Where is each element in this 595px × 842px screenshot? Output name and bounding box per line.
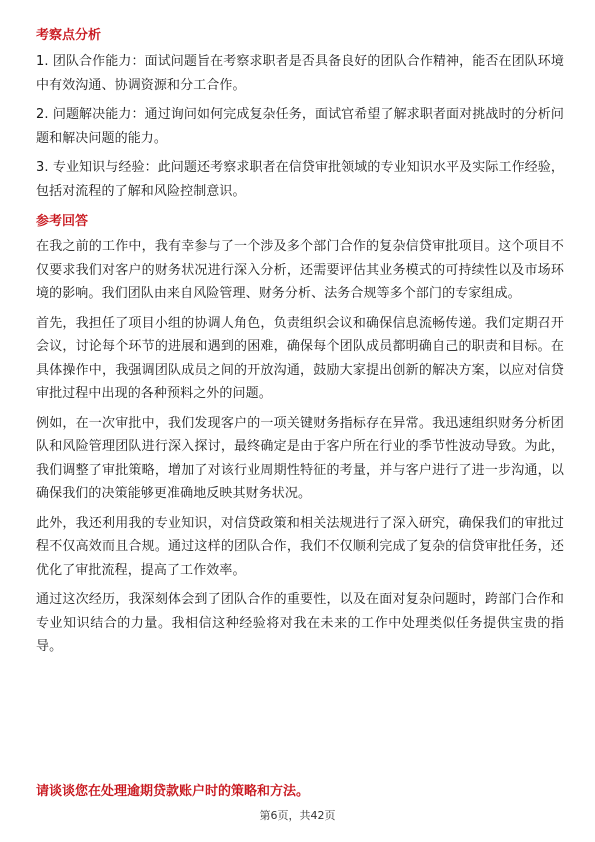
answer-paragraph-5: 通过这次经历，我深刻体会到了团队合作的重要性，以及在面对复杂问题时，跨部门合作和专业知识结合的力量。我相信这种经验将对我在未来的工作中处理类似任务提供宝贵的指导。 [36,592,564,654]
analysis-item-1: 1. 团队合作能力：面试问题旨在考察求职者是否具备良好的团队合作精神，能否在团队环境中有效沟通、协调资源和分工合作。 [36,54,564,93]
answer-paragraph-3: 例如，在一次审批中，我们发现客户的一项关键财务指标存在异常。我迅速组织财务分析团队和风险管理团队进行深入探讨，最终确定是由于客户所在行业的季节性波动导致。为此，我们调整了审批策略，增加了对该行业周期性特征的考量，并与客户进行了进一步沟通，以确保我们的决策能够更准确地反映其财务状况。 [36,415,564,501]
answer-section [36,212,564,659]
answer-paragraph-1: 在我之前的工作中，我有幸参与了一个涉及多个部门合作的复杂信贷审批项目。这个项目不仅要求我们对客户的财务状况进行深入分析，还需要评估其业务模式的可持续性以及市场环境的影响。我们团队由来自风险管理、财务分析、法务合规等多个部门的专家组成。 [36,239,564,301]
answer-paragraph-4: 此外，我还利用我的专业知识，对信贷政策和相关法规进行了深入研究，确保我们的审批过程不仅高效而且合规。通过这样的团队合作，我们不仅顺利完成了复杂的信贷审批任务，还优化了审批流程，提高了工作效率。 [36,515,564,578]
analysis-item-2: 2. 问题解决能力：通过询问如何完成复杂任务，面试官希望了解求职者面对挑战时的分析问题和解决问题的能力。 [36,107,564,146]
answer-paragraph-2: 首先，我担任了项目小组的协调人角色，负责组织会议和确保信息流畅传递。我们定期召开会议，讨论每个环节的进展和遇到的困难，确保每个团队成员都明确自己的职责和目标。在具体操作中，我强调团队成员之间的开放沟通，鼓励大家提出创新的解决方案，以应对信贷审批过程中出现的各种预料之外的问题。 [36,315,564,401]
page-footer: 第6页，共42页 [259,809,336,822]
next-question: 请谈谈您在处理逾期贷款账户时的策略和方法。 [36,784,310,799]
analysis-section [36,26,564,203]
analysis-heading: 考察点分析 [36,28,102,43]
analysis-item-3: 3. 专业知识与经验：此问题还考察求职者在信贷审批领域的专业知识水平及实际工作经验，包括对流程的了解和风险控制意识。 [36,160,564,199]
answer-heading: 参考回答 [36,214,89,229]
